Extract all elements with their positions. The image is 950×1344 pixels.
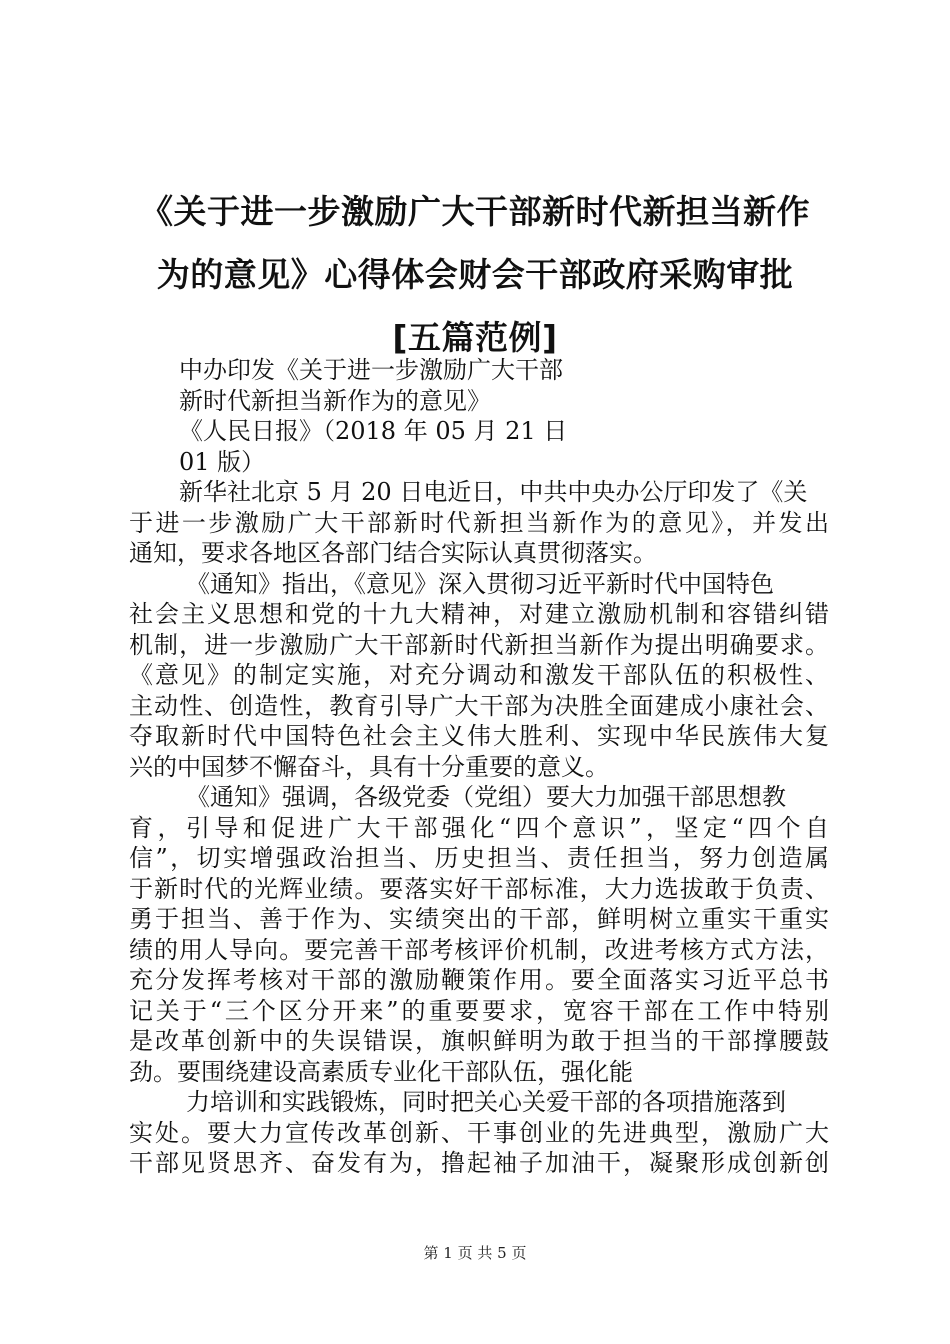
- paragraph-line: 机制，进一步激励广大干部新时代新担当新作为提出明确要求。: [129, 630, 829, 659]
- source-line: 《人民日报》（2018 年 05 月 21 日: [179, 417, 568, 445]
- source-block: [129, 355, 829, 477]
- paragraph-line: 新华社北京 5 月 20 日电近日，中共中央办公厅印发了《关: [179, 478, 808, 506]
- paragraph-line: 力培训和实践锻炼，同时把关心关爱干部的各项措施落到: [186, 1088, 786, 1116]
- paragraph-line: 《通知》强调，各级党委（党组）要大力加强干部思想教: [186, 783, 786, 811]
- paragraph-4: [129, 1087, 829, 1179]
- paragraph-line: 充分发挥考核对干部的激励鞭策作用。要全面落实习近平总书: [129, 966, 829, 994]
- paragraph-line: 劲。要围绕建设高素质专业化干部队伍，强化能: [129, 1057, 633, 1086]
- paragraph-line: 记关于“三个区分开来”的重要要求，宽容干部在工作中特别: [129, 996, 829, 1025]
- paragraph-line: 勇于担当、善于作为、实绩突出的干部，鲜明树立重实干重实: [129, 905, 829, 933]
- paragraph-line: 干部见贤思齐、奋发有为，撸起袖子加油干，凝聚形成创新创: [129, 1149, 829, 1177]
- document-title: [100, 180, 850, 369]
- source-line: 中办印发《关于进一步激励广大干部: [179, 356, 563, 384]
- paragraph-line: 主动性、创造性，教育引导广大干部为决胜全面建成小康社会、: [129, 691, 829, 720]
- paragraph-line: 《意见》的制定实施，对充分调动和激发干部队伍的积极性、: [129, 661, 829, 689]
- paragraph-line: 社会主义思想和党的十九大精神，对建立激励机制和容错纠错: [129, 600, 829, 628]
- paragraph-1: [129, 477, 829, 569]
- document-body: [129, 355, 829, 1179]
- paragraph-3: [129, 782, 829, 1087]
- paragraph-line: 信”，切实增强政治担当、历史担当、责任担当，努力创造属: [129, 844, 829, 872]
- title-line: 《关于进一步激励广大干部新时代新担当新作: [140, 192, 810, 231]
- paragraph-line: 通知，要求各地区各部门结合实际认真贯彻落实。: [129, 539, 657, 567]
- title-line: [五篇范例]: [392, 318, 558, 357]
- source-line: 01 版）: [179, 447, 266, 476]
- paragraph-line: 育，引导和促进广大干部强化“四个意识”，坚定“四个自: [129, 813, 829, 842]
- paragraph-line: 《通知》指出，《意见》深入贯彻习近平新时代中国特色: [186, 569, 774, 598]
- paragraph-2: [129, 569, 829, 783]
- paragraph-line: 于新时代的光辉业绩。要落实好干部标准，大力选拔敢于负责、: [129, 874, 829, 903]
- paragraph-line: 绩的用人导向。要完善干部考核评价机制，改进考核方式方法，: [129, 935, 829, 964]
- page-footer: 第 1 页 共 5 页: [423, 1244, 527, 1262]
- paragraph-line: 是改革创新中的失误错误，旗帜鲜明为敢于担当的干部撑腰鼓: [129, 1027, 829, 1055]
- paragraph-line: 实处。要大力宣传改革创新、干事创业的先进典型，激励广大: [129, 1118, 829, 1147]
- paragraph-line: 兴的中国梦不懈奋斗，具有十分重要的意义。: [129, 752, 609, 781]
- paragraph-line: 夺取新时代中国特色社会主义伟大胜利、实现中华民族伟大复: [129, 722, 829, 750]
- source-line: 新时代新担当新作为的意见》: [179, 386, 491, 415]
- title-line: 为的意见》心得体会财会干部政府采购审批: [156, 255, 794, 294]
- paragraph-line: 于进一步激励广大干部新时代新担当新作为的意见》，并发出: [129, 508, 829, 537]
